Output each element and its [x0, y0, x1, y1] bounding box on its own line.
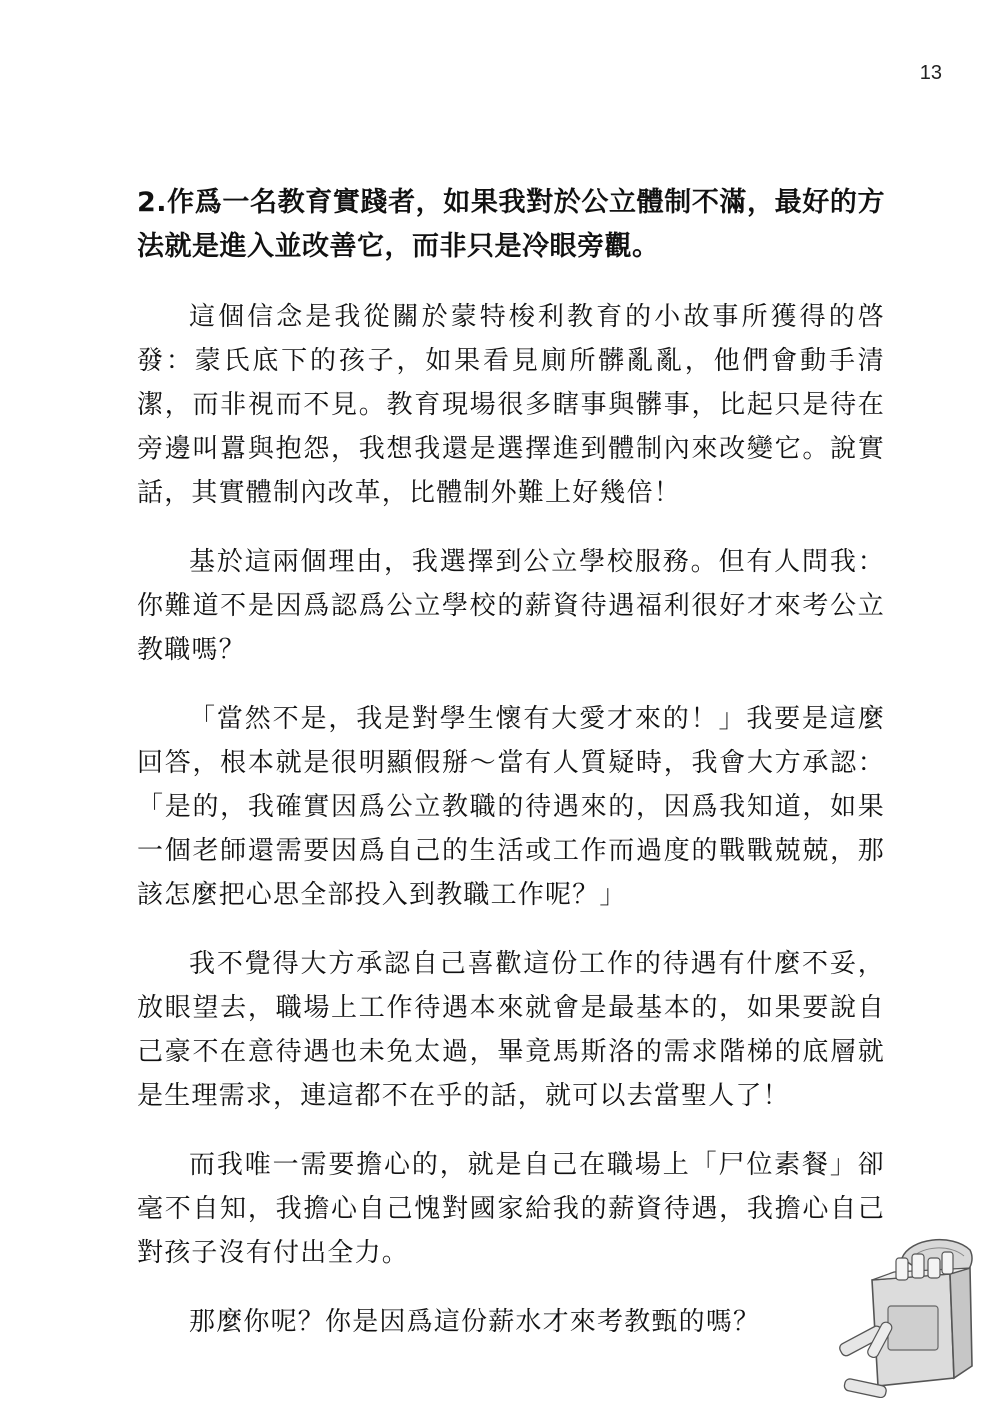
paragraph: 這個信念是我從關於蒙特梭利教育的小故事所獲得的啓發：蒙氏底下的孩子，如果看見廁所髒亂亂，他們會動手清潔，而非視而不見。教育現場很多瞎事與髒事，比起只是待在旁邊叫囂與抱怨，我想我還是選擇進到體制內來改變它。說實話，其實體制內改革，比體制外難上好幾倍！: [137, 302, 885, 508]
paragraph: 我不覺得大方承認自己喜歡這份工作的待遇有什麼不妥，放眼望去，職場上工作待遇本來就會是最基本的，如果要說自己豪不在意待遇也未免太過，畢竟馬斯洛的需求階梯的底層就是生理需求，連這都不在乎的話，就可以去當聖人了！: [137, 949, 885, 1111]
chalk-box-icon: [832, 1228, 982, 1398]
page-content: [137, 181, 885, 1369]
paragraph: 而我唯一需要擔心的，就是自己在職場上「尸位素餐」卻毫不自知，我擔心自己愧對國家給我的薪資待遇，我擔心自己對孩子沒有付出全力。: [137, 1150, 885, 1268]
paragraph: 那麼你呢？你是因爲這份薪水才來考教甄的嗎？: [189, 1307, 761, 1337]
paragraph: 「當然不是，我是對學生懷有大愛才來的！」我要是這麼回答，根本就是很明顯假掰～當有人質疑時，我會大方承認：「是的，我確實因爲公立教職的待遇來的，因爲我知道，如果一個老師還需要因爲自己的生活或工作而過度的戰戰兢兢，那該怎麼把心思全部投入到教職工作呢？」: [137, 704, 885, 910]
page-number: 13: [919, 62, 942, 84]
paragraph: 基於這兩個理由，我選擇到公立學校服務。但有人問我：你難道不是因爲認爲公立學校的薪資待遇福利很好才來考公立教職嗎？: [137, 547, 885, 665]
section-heading: 2.作爲一名教育實踐者，如果我對於公立體制不滿，最好的方法就是進入並改善它，而非只是冷眼旁觀。: [137, 187, 885, 262]
